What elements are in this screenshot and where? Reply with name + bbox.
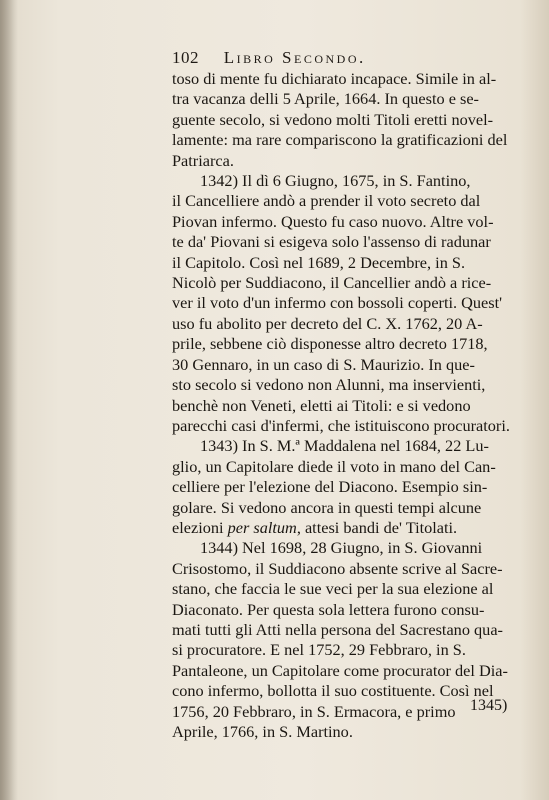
text-line: parecchi casi d'infermi, che istituiscono procuratori. (172, 415, 510, 435)
text-line: Patriarca. (172, 150, 234, 170)
text-line: benchè non Veneti, eletti ai Titoli: e si vedono (172, 395, 471, 415)
text-line: mati tutti gli Atti nella persona del Sacrestano qua- (172, 619, 503, 639)
text-line: stano, che faccia le sue veci per la sua elezione al (172, 579, 494, 599)
text-line: lamente: ma rare compariscono la gratificazioni del (172, 130, 508, 150)
body-text (172, 69, 528, 742)
text-line: sto secolo si vedono non Alunni, ma inservienti, (172, 375, 486, 395)
text-line: si procuratore. E nel 1752, 29 Febbraro, in S. (172, 640, 466, 660)
text-line: guente secolo, si vedono molti Titoli eretti novel- (172, 109, 494, 129)
text-line: Diaconato. Per questa sola lettera furono consu- (172, 599, 485, 619)
text-line: tra vacanza delli 5 Aprile, 1664. In questo e se- (172, 89, 479, 109)
text-line: 1342) Il dì 6 Giugno, 1675, in S. Fantino, (200, 171, 471, 191)
italic-phrase: per saltum (227, 517, 297, 537)
text-line: cono infermo, bollotta il suo costituente. Così nel (172, 681, 494, 701)
text-line: golare. Si vedono ancora in questi tempi alcune (172, 497, 482, 517)
text-line: prile, sebbene ciò disponesse altro decreto 1718, (172, 334, 488, 354)
text-line: 1756, 20 Febbraro, in S. Ermacora, e primo (172, 701, 456, 721)
text-line: il Cancelliere andò a prender il voto secreto dal (172, 191, 481, 211)
text-line: Pantaleone, un Capitolare come procurator del Dia- (172, 660, 508, 680)
text-line: glio, un Capitolare diede il voto in mano del Can- (172, 456, 496, 476)
catchword: 1345) (470, 697, 508, 714)
text-line: celliere per l'elezione del Diacono. Esempio sin- (172, 477, 488, 497)
text-line: ver il voto d'un infermo con bossoli coperti. Quest' (172, 293, 503, 313)
text-line: il Capitolo. Così nel 1689, 2 Decembre, in S. (172, 252, 466, 272)
page-header (172, 48, 472, 68)
text-line: Nicolò per Suddiacono, il Cancellier andò a rice- (172, 273, 492, 293)
text-line: 1343) In S. M.ª Maddalena nel 1684, 22 Lu- (200, 436, 489, 456)
text-line: uso fu abolito per decreto del C. X. 1762, 20 A- (172, 313, 483, 333)
text-line: Aprile, 1766, in S. Martino. (172, 722, 353, 741)
text-line: elezioni per saltum, attesi bandi de' Titolati. (172, 517, 458, 537)
text-line: 1344) Nel 1698, 28 Giugno, in S. Giovanni (200, 538, 483, 558)
page-number: 102 (172, 48, 199, 67)
text-line: 30 Gennaro, in un caso di S. Maurizio. In que- (172, 354, 475, 374)
text-line: Crisostomo, il Suddiacono absente scrive al Sacre- (172, 558, 503, 578)
spine-shadow (0, 0, 18, 800)
text-line: toso di mente fu dichiarato incapace. Simile in al- (172, 69, 497, 88)
running-title: Libro Secondo. (223, 48, 366, 67)
text-line: Piovan infermo. Questo fu caso nuovo. Altre vol- (172, 211, 494, 231)
text-line: te da' Piovani si esigeva solo l'assenso di radunar (172, 232, 491, 252)
